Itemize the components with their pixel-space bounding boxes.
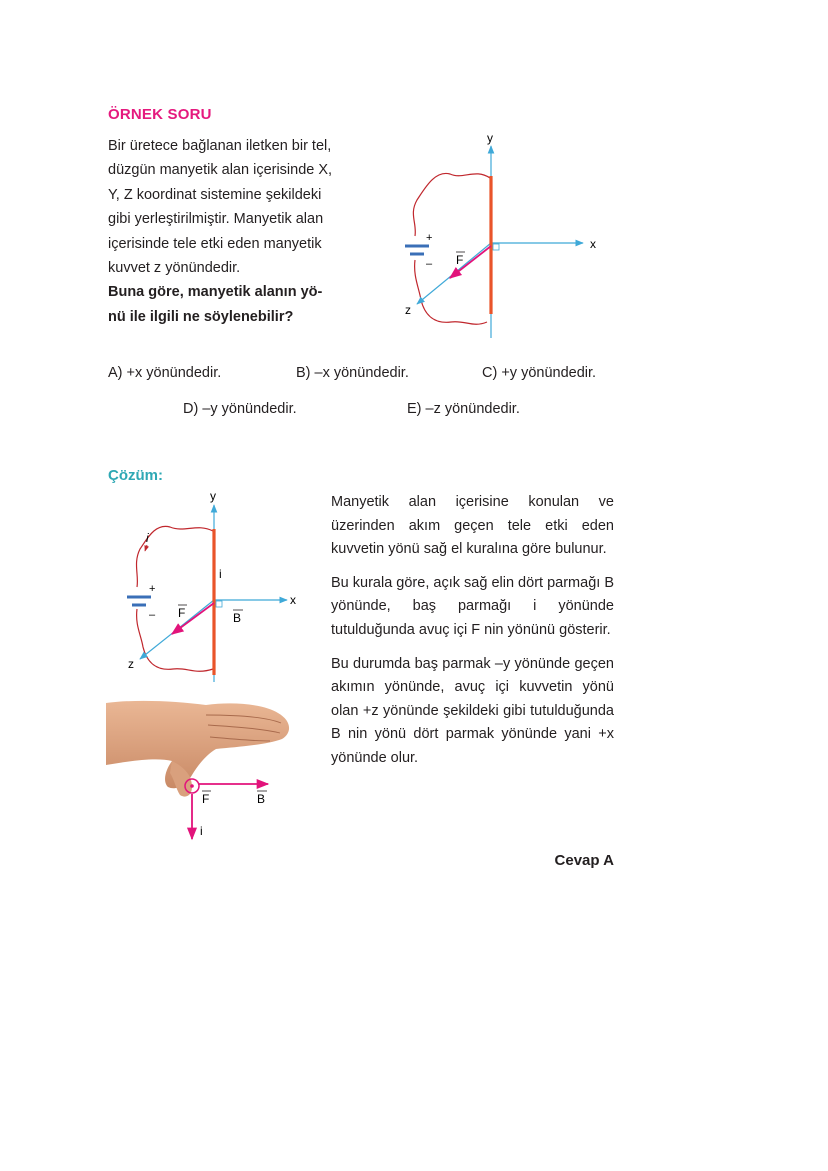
x-axis-label: x bbox=[590, 237, 596, 251]
battery-minus-sign: – bbox=[149, 609, 156, 621]
question-line: kuvvet z yönündedir. bbox=[108, 260, 241, 277]
wire-current-label: i bbox=[219, 567, 222, 581]
battery-plus-sign: + bbox=[426, 232, 433, 244]
battery-minus-sign: – bbox=[426, 258, 433, 270]
option-e: E) –z yönündedir. bbox=[407, 401, 520, 417]
solution-paragraph-1: Manyetik alan içerisine konulan ve üzerinden akım geçen tele etki eden kuvvetin yönü sağ el kuralına göre bulunur. bbox=[331, 494, 614, 558]
force-label: F bbox=[178, 606, 186, 620]
right-angle-mark bbox=[216, 601, 222, 607]
field-label: B bbox=[233, 611, 242, 625]
hand-palm bbox=[106, 701, 289, 788]
option-d: D) –y yönündedir. bbox=[183, 401, 297, 417]
question-line: gibi yerleştirilmiştir. Manyetik alan bbox=[108, 211, 324, 228]
solution-paragraph-3: Bu durumda baş parmak –y yönünde geçen akımın yönünde, avuç içi kuvvetin yönü olan +z yönünde şekildeki gibi tutulduğunda B nin yönü dört parmak yönünde yani +x yönünde olur. bbox=[331, 655, 614, 766]
current-label: i bbox=[200, 824, 203, 838]
solution-title: Çözüm: bbox=[108, 467, 163, 484]
loop-current-label: i bbox=[146, 531, 149, 545]
force-out-of-page-dot bbox=[190, 784, 194, 788]
option-b: B) –x yönündedir. bbox=[296, 365, 409, 381]
question-line: Y, Z koordinat sistemine şekildeki bbox=[108, 186, 322, 203]
right-angle-mark bbox=[493, 244, 499, 250]
y-axis-label: y bbox=[210, 489, 216, 503]
question-line: içerisinde tele etki eden manyetik bbox=[108, 235, 322, 252]
question-text bbox=[108, 134, 370, 329]
x-axis-label: x bbox=[290, 593, 296, 607]
z-axis-label: z bbox=[128, 657, 134, 671]
figure-example-circuit bbox=[395, 128, 620, 343]
solution-text bbox=[331, 491, 614, 781]
circuit-wire-loop bbox=[413, 173, 490, 324]
battery-plus-sign: + bbox=[149, 583, 156, 595]
figure-right-hand-rule bbox=[106, 695, 306, 845]
example-title: ÖRNEK SORU bbox=[108, 106, 212, 123]
force-label: F bbox=[456, 253, 464, 267]
force-label: F bbox=[202, 792, 210, 806]
circuit-wire-loop bbox=[136, 526, 213, 671]
question-prompt-line: nü ile ilgili ne söylenebilir? bbox=[108, 308, 294, 325]
question-line: düzgün manyetik alan içerisinde X, bbox=[108, 162, 333, 179]
figure-solution-circuit bbox=[115, 487, 315, 682]
option-c: C) +y yönündedir. bbox=[482, 365, 597, 381]
loop-current-arrow bbox=[145, 545, 147, 551]
solution-paragraph-2: Bu kurala göre, açık sağ elin dört parmağı B yönünde, baş parmağı i yönünde tutulduğunda avuç içi F nin yönünü gösterir. bbox=[331, 574, 614, 638]
z-axis-label: z bbox=[405, 303, 411, 317]
option-a: A) +x yönündedir. bbox=[108, 365, 222, 381]
answer-label: Cevap A bbox=[554, 852, 614, 869]
y-axis-label: y bbox=[487, 131, 493, 145]
z-axis bbox=[417, 243, 491, 304]
question-line: Bir üretece bağlanan iletken bir tel, bbox=[108, 138, 332, 154]
field-label: B bbox=[257, 792, 266, 806]
question-prompt-line: Buna göre, manyetik alanın yö- bbox=[108, 284, 323, 301]
